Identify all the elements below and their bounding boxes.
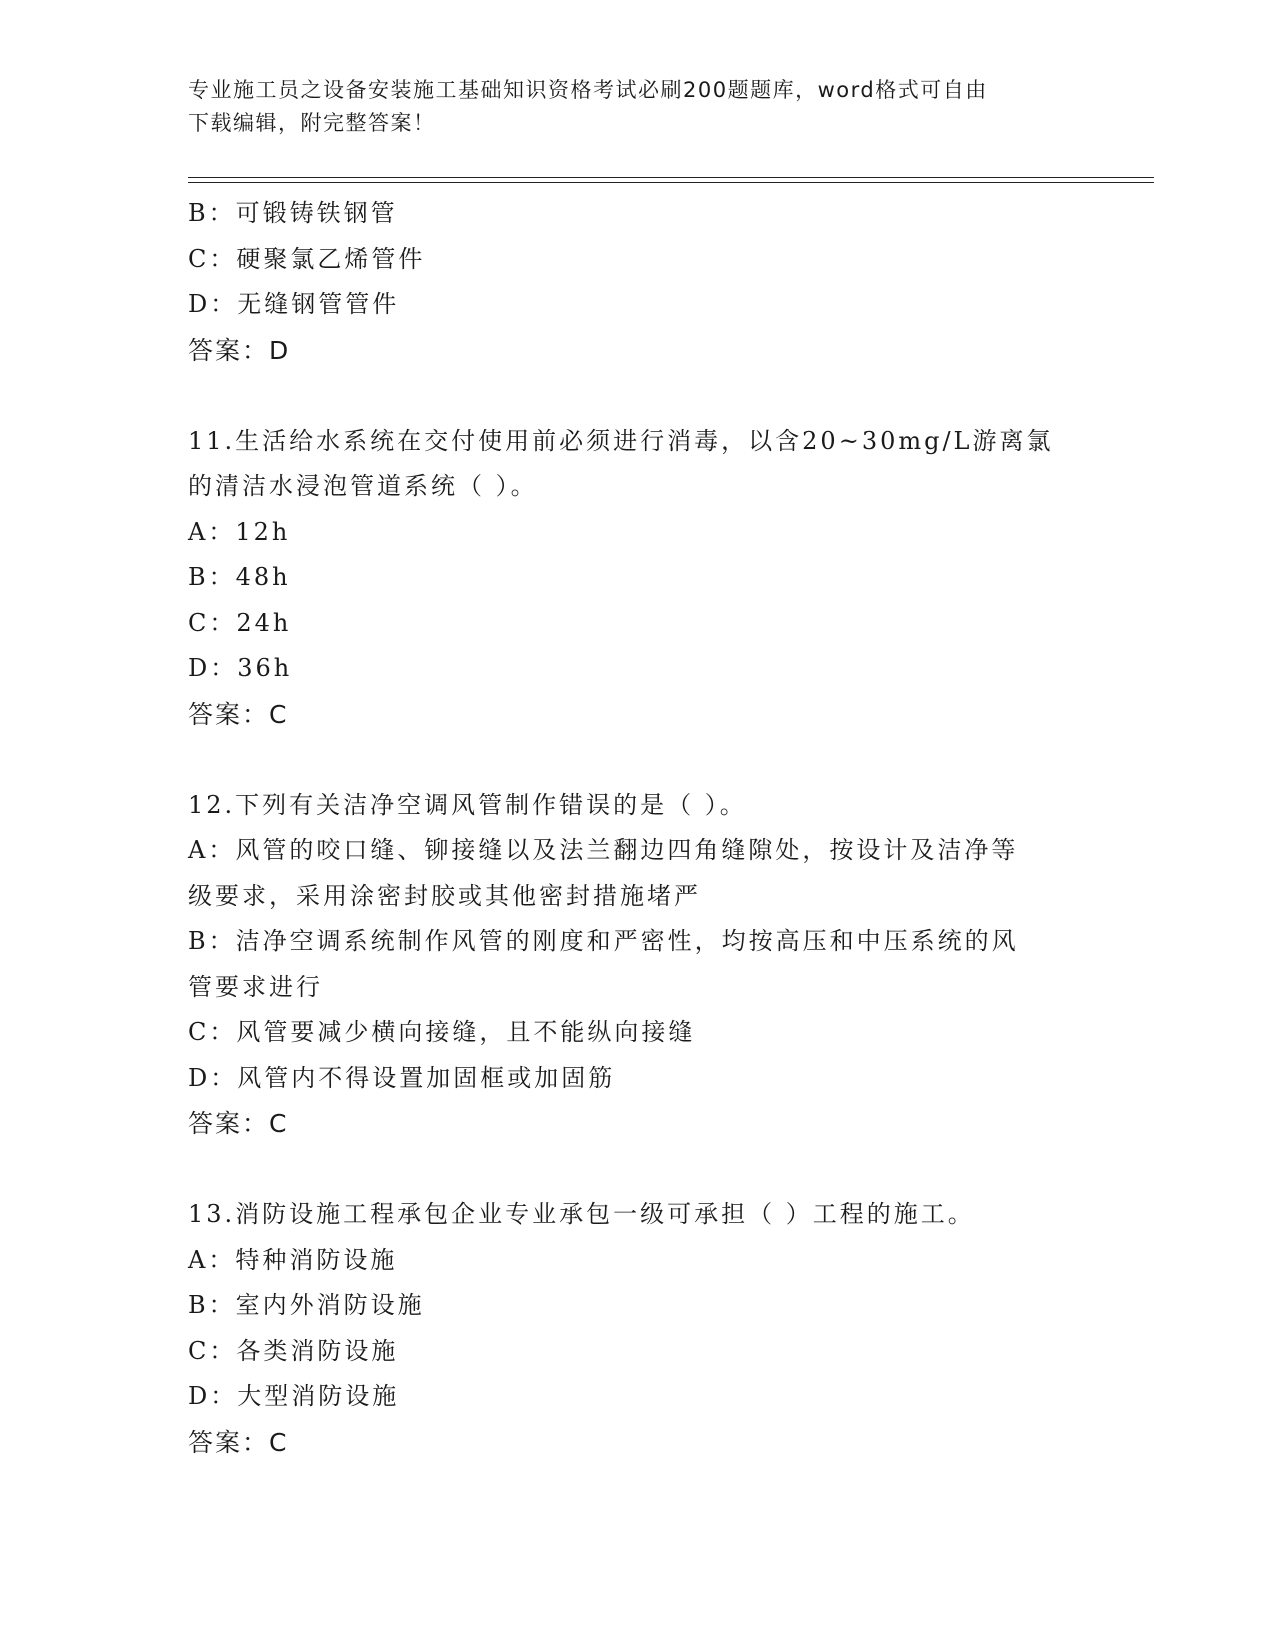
option-d: D：36h (188, 654, 293, 682)
option-b: B：洁净空调系统制作风管的刚度和严密性，均按高压和中压系统的风 (188, 927, 1019, 955)
question-11 (188, 419, 1088, 738)
option-d: D：风管内不得设置加固框或加固筋 (188, 1063, 616, 1092)
option-b: B：室内外消防设施 (188, 1291, 425, 1319)
question-13 (188, 1192, 1088, 1465)
spacer (188, 373, 1088, 419)
question-stem: 12.下列有关洁净空调风管制作错误的是（ ）。 (188, 790, 747, 819)
option-b: B：可锻铸铁钢管 (188, 199, 398, 227)
header-line-1: 专业施工员之设备安装施工基础知识资格考试必刷200题题库，word格式可自由 (188, 78, 988, 102)
option-d: D：无缝钢管管件 (188, 290, 400, 318)
option-c: C：24h (188, 608, 292, 637)
question-stem: 的清洁水浸泡管道系统（ ）。 (188, 472, 538, 500)
header-rule-bottom (188, 182, 1154, 183)
question-stem: 11.生活给水系统在交付使用前必须进行消毒，以含20~30mg/L游离氯 (188, 426, 1054, 455)
question-list (188, 191, 1088, 1465)
option-a: A：特种消防设施 (188, 1245, 398, 1274)
answer: 答案：C (188, 1109, 289, 1138)
answer: 答案：C (188, 1427, 289, 1457)
option-b-continued: 管要求进行 (188, 972, 323, 1001)
option-a: A：风管的咬口缝、铆接缝以及法兰翻边四角缝隙处，按设计及洁净等 (188, 836, 1019, 864)
document-header (188, 74, 1078, 140)
spacer (188, 737, 1088, 783)
question-stem: 13.消防设施工程承包企业专业承包一级可承担（ ）工程的施工。 (188, 1200, 975, 1228)
header-line-2: 下载编辑，附完整答案！ (188, 111, 436, 135)
option-b: B：48h (188, 563, 291, 591)
option-d: D：大型消防设施 (188, 1382, 400, 1410)
option-c: C：各类消防设施 (188, 1336, 399, 1365)
spacer (188, 1147, 1088, 1193)
header-rule-top (188, 177, 1154, 178)
option-c: C：风管要减少横向接缝，且不能纵向接缝 (188, 1018, 696, 1046)
question-12 (188, 783, 1088, 1147)
answer: 答案：D (188, 335, 291, 365)
option-a: A：12h (188, 517, 291, 546)
question-10-continued (188, 191, 1088, 373)
option-c: C：硬聚氯乙烯管件 (188, 244, 426, 273)
answer: 答案：C (188, 699, 289, 729)
option-a-continued: 级要求，采用涂密封胶或其他密封措施堵严 (188, 881, 701, 910)
